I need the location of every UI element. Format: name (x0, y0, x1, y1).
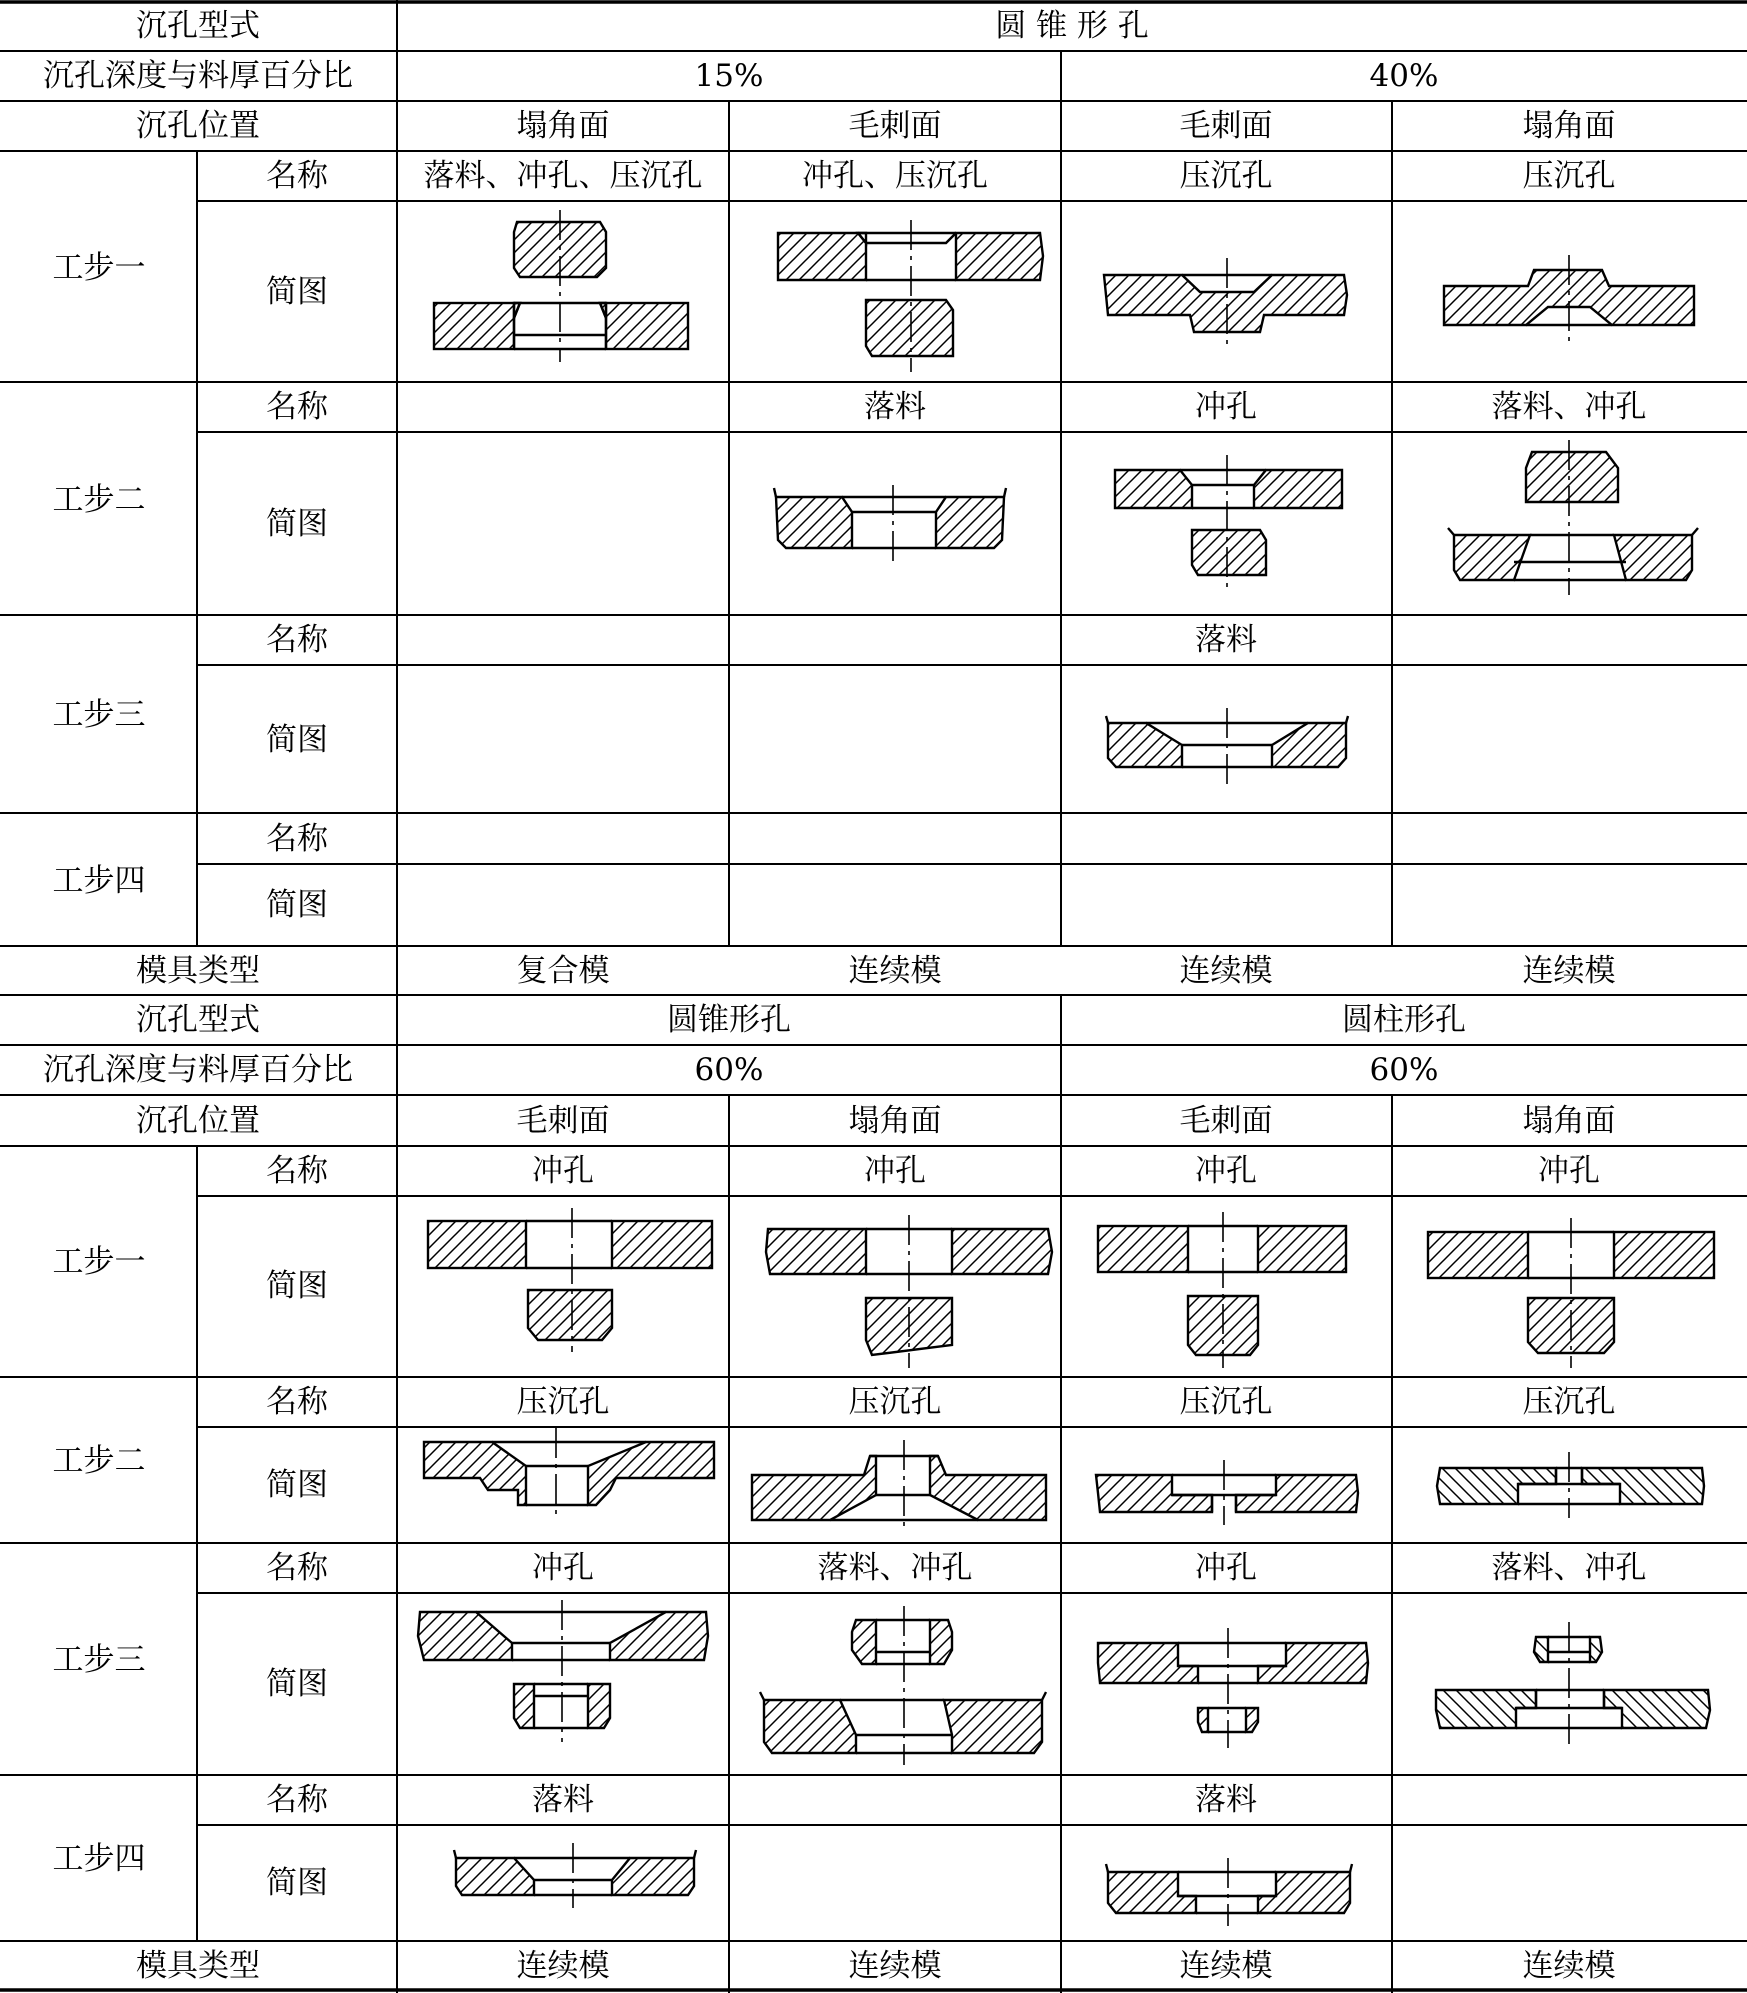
countersink-type-label: 沉孔型式 (136, 1002, 260, 1038)
position-col1: 塌角面 (516, 108, 610, 144)
sketch-t1-s2-c2 (774, 485, 1006, 565)
die-type: 连续模 (848, 953, 942, 989)
name-label: 名称 (266, 622, 328, 658)
step-name: 压沉孔 (1179, 1384, 1273, 1420)
countersink-type-label: 沉孔型式 (136, 8, 260, 44)
name-label: 名称 (266, 821, 328, 857)
step-name: 压沉孔 (1522, 158, 1616, 194)
step-name: 落料 (1195, 622, 1257, 658)
die-type: 连续模 (1179, 953, 1273, 989)
step-name: 落料 (532, 1782, 594, 1818)
sketch-t2-s4-c1 (454, 1843, 696, 1908)
position-col3: 毛刺面 (1179, 108, 1273, 144)
die-type: 复合模 (516, 953, 610, 989)
name-label: 名称 (266, 1782, 328, 1818)
step-name: 压沉孔 (516, 1384, 610, 1420)
sketch-t2-s1-c1 (428, 1208, 712, 1352)
die-type-label: 模具类型 (136, 1948, 260, 1984)
name-label: 名称 (266, 1550, 328, 1586)
step-name: 压沉孔 (1522, 1384, 1616, 1420)
step-name: 冲孔 (1538, 1153, 1600, 1189)
die-type: 连续模 (1522, 953, 1616, 989)
step-name: 落料 (1195, 1782, 1257, 1818)
step-name: 冲孔、压沉孔 (802, 158, 988, 194)
sketch-label: 简图 (266, 506, 328, 542)
step-name: 落料、冲孔 (1491, 389, 1647, 425)
name-label: 名称 (266, 1384, 328, 1420)
position-label: 沉孔位置 (136, 1103, 260, 1139)
step-name: 落料 (864, 389, 926, 425)
sketch-t2-s2-c1 (424, 1428, 714, 1520)
sketch-label: 简图 (266, 1865, 328, 1901)
position-label: 沉孔位置 (136, 108, 260, 144)
sketch-label: 简图 (266, 722, 328, 758)
sketch-t2-s1-c4 (1428, 1218, 1714, 1368)
sketch-t1-s2-c4 (1448, 440, 1698, 595)
step-name: 冲孔 (532, 1550, 594, 1586)
depth-ratio-label: 沉孔深度与料厚百分比 (43, 58, 353, 94)
conical-hole-header: 圆锥形孔 (667, 1002, 791, 1038)
step-name: 压沉孔 (848, 1384, 942, 1420)
sketch-t1-s3-c3 (1106, 708, 1348, 785)
position-col4: 塌角面 (1522, 1103, 1616, 1139)
sketch-t2-s1-c3 (1098, 1212, 1346, 1368)
name-label: 名称 (266, 158, 328, 194)
conical-hole-header: 圆 锥 形 孔 (995, 8, 1149, 44)
sketch-t2-s3-c1 (418, 1600, 708, 1742)
die-type: 连续模 (1179, 1948, 1273, 1984)
sketch-t2-s3-c2 (760, 1606, 1046, 1765)
ratio-15: 15% (694, 58, 764, 94)
step-label: 工步四 (52, 863, 146, 899)
step-label: 工步四 (52, 1841, 146, 1877)
die-type: 连续模 (848, 1948, 942, 1984)
sketch-t2-s1-c2 (766, 1215, 1052, 1368)
step-label: 工步二 (52, 1443, 146, 1479)
step-label: 工步一 (52, 250, 146, 286)
sketch-t1-s1-c2 (778, 220, 1043, 372)
sketch-t2-s4-c3 (1106, 1858, 1352, 1926)
step-name: 落料、冲孔 (817, 1550, 973, 1586)
sketch-t2-s3-c3 (1098, 1628, 1368, 1748)
step-name: 冲孔 (1195, 1550, 1257, 1586)
sketch-label: 简图 (266, 887, 328, 923)
sketch-t1-s1-c3 (1104, 258, 1347, 350)
step-label: 工步一 (52, 1244, 146, 1280)
name-label: 名称 (266, 1153, 328, 1189)
step-label: 工步三 (52, 1642, 146, 1678)
position-col1: 毛刺面 (516, 1103, 610, 1139)
sketch-t2-s2-c3 (1096, 1460, 1358, 1525)
sketch-t2-s2-c4 (1437, 1452, 1704, 1518)
position-col2: 毛刺面 (848, 108, 942, 144)
step-name: 压沉孔 (1179, 158, 1273, 194)
cylindrical-hole-header: 圆柱形孔 (1342, 1002, 1466, 1038)
step-label: 工步三 (52, 697, 146, 733)
sketch-t1-s2-c3 (1115, 455, 1342, 592)
die-type: 连续模 (1522, 1948, 1616, 1984)
die-type-label: 模具类型 (136, 953, 260, 989)
sketch-label: 简图 (266, 1666, 328, 1702)
die-type: 连续模 (516, 1948, 610, 1984)
ratio-40: 40% (1369, 58, 1439, 94)
name-label: 名称 (266, 389, 328, 425)
sketch-label: 简图 (266, 1467, 328, 1503)
position-col4: 塌角面 (1522, 108, 1616, 144)
sketch-t2-s2-c2 (752, 1440, 1046, 1532)
sketch-label: 简图 (266, 1268, 328, 1304)
step-name: 落料、冲孔、压沉孔 (423, 158, 703, 194)
step-name: 冲孔 (864, 1153, 926, 1189)
position-col3: 毛刺面 (1179, 1103, 1273, 1139)
position-col2: 塌角面 (848, 1103, 942, 1139)
sketch-t2-s3-c4 (1436, 1622, 1710, 1745)
step-name: 冲孔 (1195, 389, 1257, 425)
step-name: 冲孔 (532, 1153, 594, 1189)
step-label: 工步二 (52, 482, 146, 518)
sketch-t1-s1-c4 (1444, 255, 1694, 345)
table1-text (43, 8, 1647, 989)
ratio-60: 60% (1369, 1052, 1439, 1088)
sketch-label: 简图 (266, 274, 328, 310)
sketch-t1-s1-c1 (434, 210, 688, 362)
step-name: 落料、冲孔 (1491, 1550, 1647, 1586)
step-name: 冲孔 (1195, 1153, 1257, 1189)
ratio-60: 60% (694, 1052, 764, 1088)
depth-ratio-label: 沉孔深度与料厚百分比 (43, 1052, 353, 1088)
